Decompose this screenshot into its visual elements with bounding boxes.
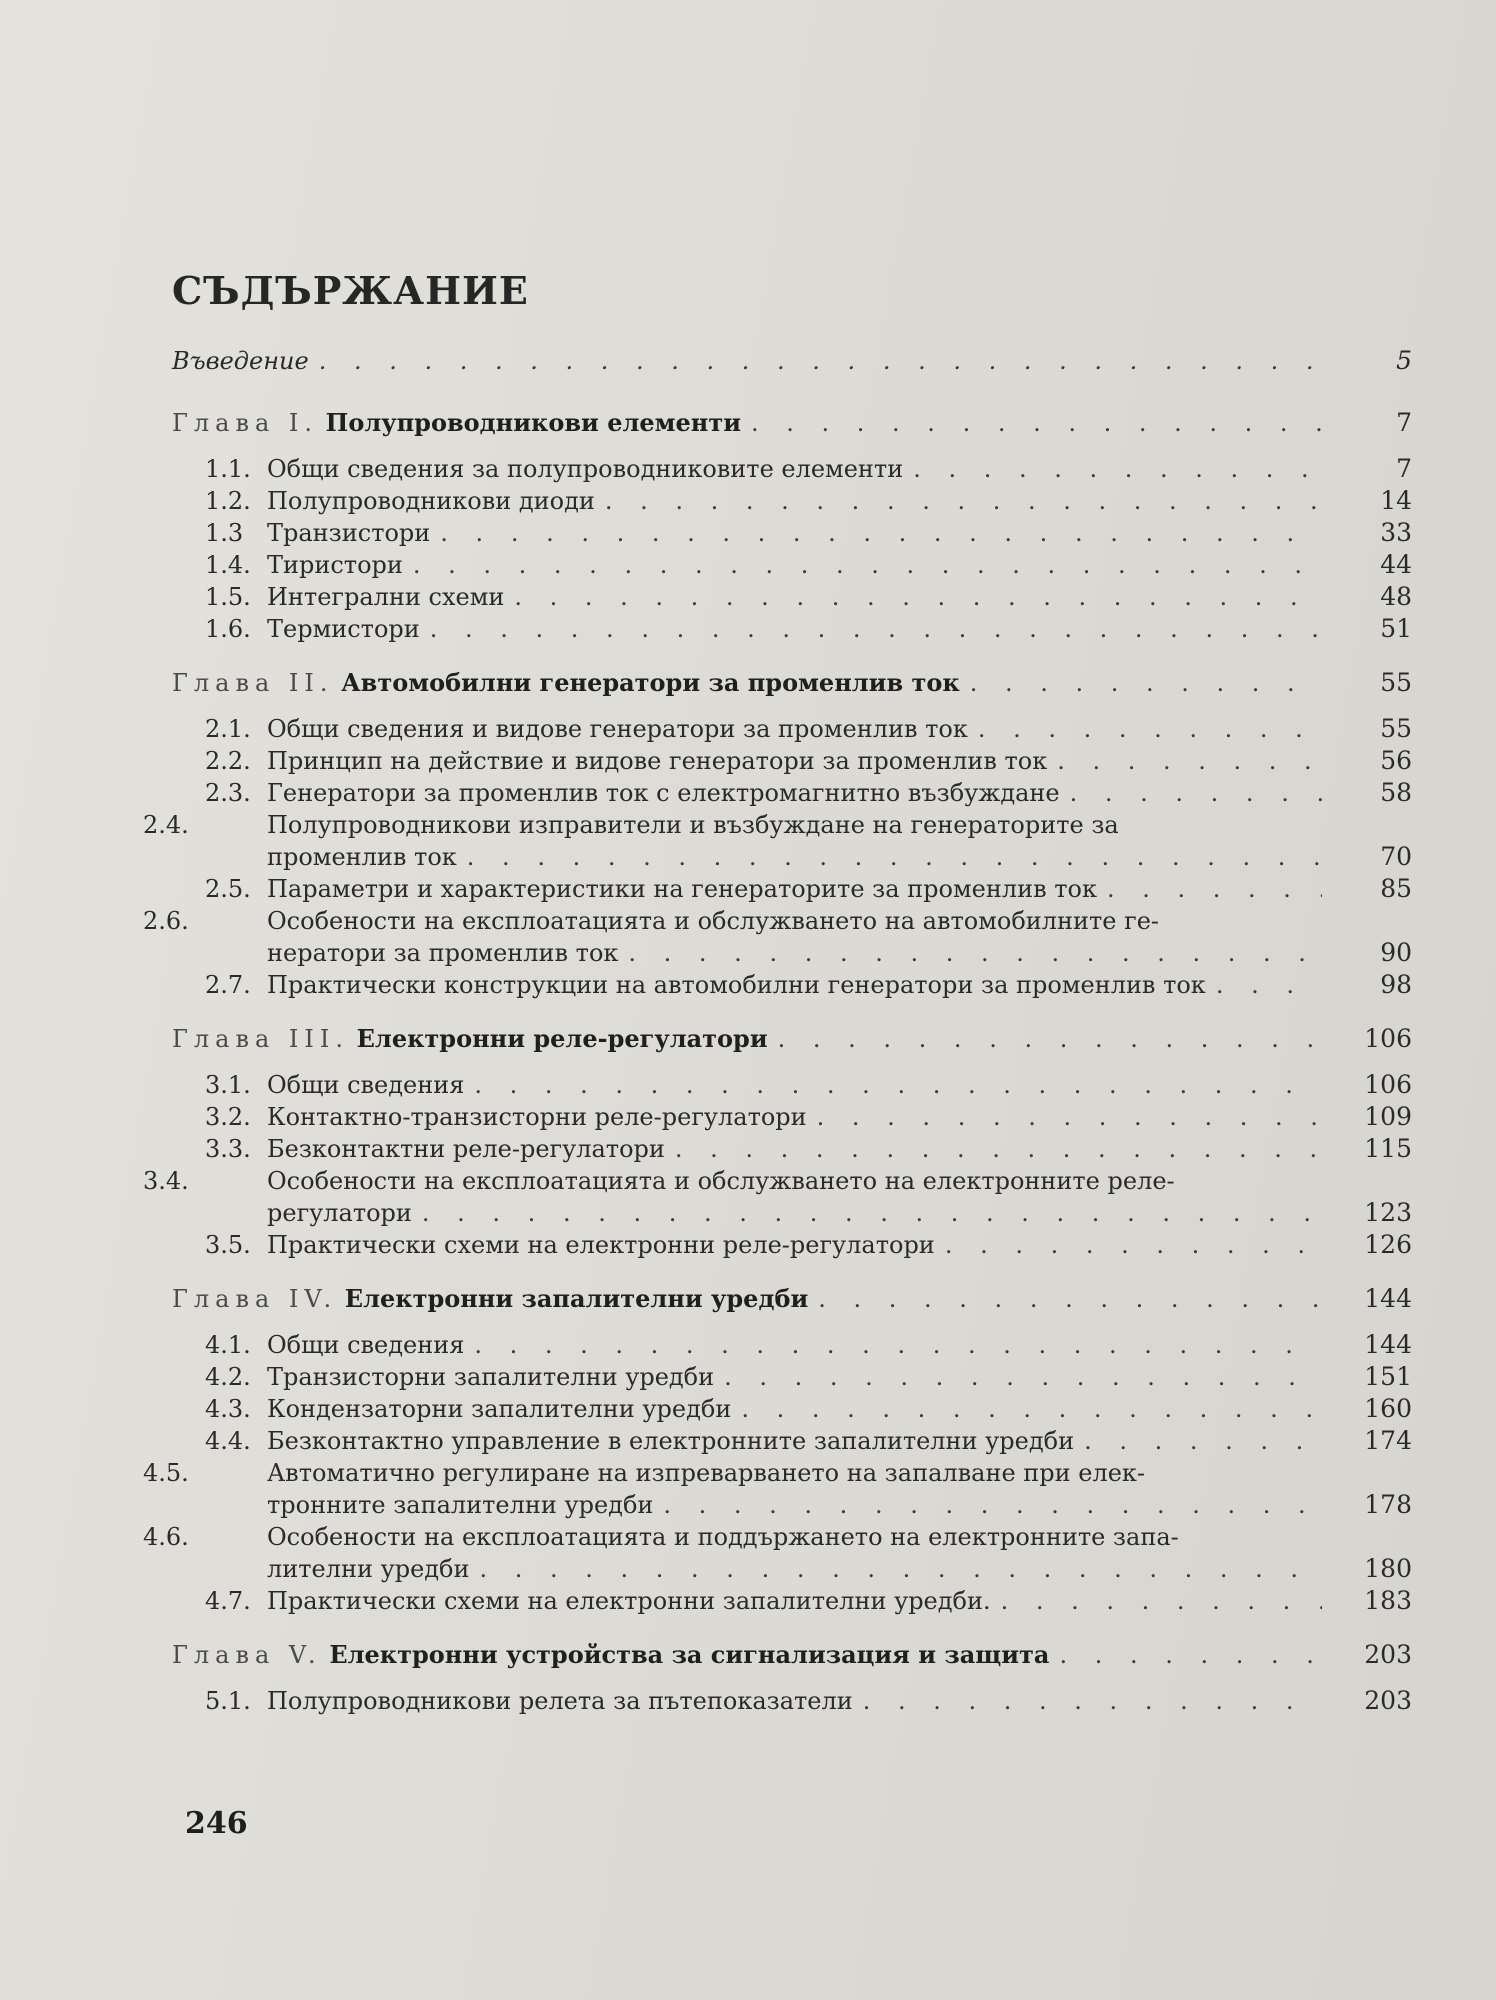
section-label <box>205 517 430 549</box>
dot-leader <box>319 345 1322 377</box>
section-label <box>205 485 595 517</box>
section-continuation-row <box>205 937 1412 969</box>
section-label <box>205 1069 464 1101</box>
section-label <box>205 1101 807 1133</box>
dot-leader <box>1216 969 1322 1001</box>
chapter-title: Електронни устройства за сигнализация и защита <box>329 1640 1050 1669</box>
section-entry <box>172 581 1412 613</box>
chapter-title: Електронни запалителни уредби <box>344 1284 809 1313</box>
section-title-line <box>143 905 1317 937</box>
dot-leader <box>1057 745 1322 777</box>
section-title-line <box>143 1165 1317 1197</box>
section-page: 70 <box>1380 842 1412 871</box>
section-title: Кондензаторни запалителни уредби <box>267 1395 732 1423</box>
section-entry <box>172 1361 1412 1393</box>
section-number: 1.2. <box>205 487 251 515</box>
section-number: 1.6. <box>205 615 251 643</box>
intro-label: Въведение <box>172 347 309 375</box>
section-entry <box>143 1457 1412 1521</box>
section-entry <box>172 1101 1412 1133</box>
section-page: 85 <box>1380 874 1412 903</box>
section-page: 44 <box>1380 550 1412 579</box>
section-number: 4.2. <box>205 1363 251 1391</box>
section-label <box>205 1425 1074 1457</box>
section-page: 126 <box>1364 1230 1412 1259</box>
dot-leader <box>422 1197 1322 1229</box>
section-page: 123 <box>1364 1198 1412 1227</box>
section-title-line <box>143 809 1317 841</box>
section-page: 178 <box>1364 1490 1412 1519</box>
dot-leader <box>480 1553 1323 1585</box>
section-label <box>205 745 1047 777</box>
section-label <box>205 549 403 581</box>
chapter-title: Електронни реле-регулатори <box>356 1024 768 1053</box>
chapter-prefix: Глава II. <box>172 669 334 697</box>
section-entry <box>172 1069 1412 1101</box>
page-title: СЪДЪРЖАНИЕ <box>172 268 529 313</box>
dot-leader <box>751 407 1322 439</box>
section-entry <box>143 1521 1412 1585</box>
section-number: 4.7. <box>205 1587 251 1615</box>
section-title: Полупроводникови изправители и възбуждане на генераторите за <box>267 811 1119 839</box>
section-title: Безконтактно управление в електронните запалителни уредби <box>267 1427 1075 1455</box>
section-continuation-row <box>205 1197 1412 1229</box>
dot-leader <box>413 549 1322 581</box>
section-page: 48 <box>1380 582 1412 611</box>
section-label <box>205 777 1060 809</box>
chapter-title: Полупроводникови елементи <box>325 408 742 437</box>
chapter-row <box>172 1023 1412 1055</box>
chapter-label <box>172 1283 808 1315</box>
chapter-prefix: Глава V. <box>172 1641 322 1669</box>
section-entry <box>143 905 1412 969</box>
section-label <box>205 1133 665 1165</box>
section-number: 3.5. <box>205 1231 251 1259</box>
chapter-label <box>172 1023 768 1055</box>
section-label <box>205 453 903 485</box>
section-number: 4.6. <box>143 1523 189 1551</box>
section-title: Особености на експлоатацията и поддържането на електронните запа- <box>267 1523 1179 1551</box>
section-title: Особености на експлоатацията и обслужването на автомобилните ге- <box>267 907 1160 935</box>
dot-leader <box>741 1393 1322 1425</box>
section-label <box>205 581 504 613</box>
chapter-row <box>172 407 1412 439</box>
chapter-page: 203 <box>1364 1640 1412 1669</box>
section-title: Автоматично регулиране на изпреварването на запалване при елек- <box>267 1459 1146 1487</box>
section-number: 1.4. <box>205 551 251 579</box>
section-page: 203 <box>1364 1686 1412 1715</box>
dot-leader <box>818 1283 1322 1315</box>
section-entry <box>172 969 1412 1001</box>
chapter-title: Автомобилни генератори за променлив ток <box>341 668 960 697</box>
chapter-prefix: Глава I. <box>172 409 319 437</box>
section-number: 1.1. <box>205 455 251 483</box>
section-entry <box>172 1425 1412 1457</box>
section-title: Общи сведения и видове генератори за променлив ток <box>267 715 968 743</box>
section-number: 4.5. <box>143 1459 189 1487</box>
section-title-cont: променлив ток <box>267 843 457 871</box>
section-number: 2.5. <box>205 875 251 903</box>
section-title: Генератори за променлив ток с електромагнитно възбуждане <box>267 779 1060 807</box>
dot-leader <box>474 1329 1322 1361</box>
section-title-line <box>143 1457 1317 1489</box>
section-title: Общи сведения за полупроводниковите елементи <box>267 455 904 483</box>
chapter-row <box>172 1283 1412 1315</box>
intro-page: 5 <box>1396 346 1412 375</box>
section-entry <box>172 745 1412 777</box>
section-number: 3.2. <box>205 1103 251 1131</box>
section-title: Полупроводникови релета за пътепоказатели <box>267 1687 853 1715</box>
section-entry <box>172 1329 1412 1361</box>
section-title: Контактно-транзисторни реле-регулатори <box>267 1103 807 1131</box>
section-number: 4.3. <box>205 1395 251 1423</box>
section-page: 115 <box>1364 1134 1412 1163</box>
dot-leader <box>817 1101 1322 1133</box>
section-label <box>205 1393 731 1425</box>
section-number: 2.1. <box>205 715 251 743</box>
dot-leader <box>778 1023 1322 1055</box>
section-label <box>205 1685 853 1717</box>
section-page: 55 <box>1380 714 1412 743</box>
section-entry <box>172 549 1412 581</box>
section-entry <box>172 613 1412 645</box>
dot-leader <box>440 517 1322 549</box>
section-entry <box>172 713 1412 745</box>
dot-leader <box>945 1229 1322 1261</box>
chapter-page: 7 <box>1396 408 1412 437</box>
dot-leader <box>1059 1639 1322 1671</box>
dot-leader <box>913 453 1322 485</box>
section-title: Практически схеми на електронни запалителни уредби. <box>267 1587 991 1615</box>
section-number: 5.1. <box>205 1687 251 1715</box>
section-entry <box>143 1165 1412 1229</box>
section-continuation-row <box>205 1489 1412 1521</box>
section-entry <box>172 517 1412 549</box>
dot-leader <box>467 841 1322 873</box>
section-number: 2.7. <box>205 971 251 999</box>
section-page: 51 <box>1380 614 1412 643</box>
section-number: 2.3. <box>205 779 251 807</box>
dot-leader <box>1070 777 1322 809</box>
section-page: 183 <box>1364 1586 1412 1615</box>
section-page: 180 <box>1364 1554 1412 1583</box>
section-page: 33 <box>1380 518 1412 547</box>
section-page: 14 <box>1380 486 1412 515</box>
section-entry <box>172 1393 1412 1425</box>
section-title: Практически конструкции на автомобилни генератори за променлив ток <box>267 971 1206 999</box>
section-entry <box>143 809 1412 873</box>
section-entry <box>172 1229 1412 1261</box>
page-number: 246 <box>185 1806 248 1841</box>
section-number: 3.4. <box>143 1167 189 1195</box>
section-title: Транзистори <box>267 519 431 547</box>
chapter-label <box>172 667 960 699</box>
section-title-cont: тронните запалителни уредби <box>267 1491 654 1519</box>
section-label <box>205 713 968 745</box>
dot-leader <box>724 1361 1322 1393</box>
section-entry <box>172 1585 1412 1617</box>
chapter-label <box>172 1639 1049 1671</box>
section-title-cont: регулатори <box>267 1199 412 1227</box>
section-title: Термистори <box>267 615 420 643</box>
section-title: Полупроводникови диоди <box>267 487 595 515</box>
section-number: 3.1. <box>205 1071 251 1099</box>
dot-leader <box>1107 873 1322 905</box>
section-title: Практически схеми на електронни реле-регулатори <box>267 1231 935 1259</box>
dot-leader <box>474 1069 1322 1101</box>
section-number: 1.3 <box>205 519 244 547</box>
section-title-line <box>143 1521 1317 1553</box>
section-number: 4.4. <box>205 1427 251 1455</box>
dot-leader <box>628 937 1322 969</box>
chapter-label <box>172 407 741 439</box>
section-number: 2.2. <box>205 747 251 775</box>
section-label <box>205 873 1097 905</box>
section-page: 90 <box>1380 938 1412 967</box>
section-title: Интегрални схеми <box>267 583 505 611</box>
section-page: 109 <box>1364 1102 1412 1131</box>
section-number: 2.6. <box>143 907 189 935</box>
section-page: 56 <box>1380 746 1412 775</box>
section-label <box>205 1361 714 1393</box>
section-title: Транзисторни запалителни уредби <box>267 1363 715 1391</box>
section-label <box>205 613 420 645</box>
section-label <box>205 969 1206 1001</box>
chapter-prefix: Глава III. <box>172 1025 349 1053</box>
dot-leader <box>978 713 1322 745</box>
toc-intro-row <box>172 345 1412 377</box>
section-title: Общи сведения <box>267 1071 465 1099</box>
section-number: 4.1. <box>205 1331 251 1359</box>
section-entry <box>172 453 1412 485</box>
section-entry <box>172 1685 1412 1717</box>
section-title: Особености на експлоатацията и обслужването на електронните реле- <box>267 1167 1175 1195</box>
section-title: Безконтактни реле-регулатори <box>267 1135 665 1163</box>
dot-leader <box>663 1489 1322 1521</box>
section-number: 1.5. <box>205 583 251 611</box>
section-page: 106 <box>1364 1070 1412 1099</box>
section-page: 174 <box>1364 1426 1412 1455</box>
dot-leader <box>430 613 1322 645</box>
dot-leader <box>605 485 1322 517</box>
section-page: 160 <box>1364 1394 1412 1423</box>
dot-leader <box>863 1685 1322 1717</box>
section-continuation-row <box>205 1553 1412 1585</box>
section-page: 151 <box>1364 1362 1412 1391</box>
section-continuation-row <box>205 841 1412 873</box>
section-page: 58 <box>1380 778 1412 807</box>
section-title: Параметри и характеристики на генераторите за променлив ток <box>267 875 1097 903</box>
chapter-prefix: Глава IV. <box>172 1285 338 1313</box>
chapter-page: 55 <box>1380 668 1412 697</box>
chapter-page: 144 <box>1364 1284 1412 1313</box>
section-page: 7 <box>1396 454 1412 483</box>
section-title-cont: лителни уредби <box>267 1555 470 1583</box>
section-title-cont: нератори за променлив ток <box>267 939 619 967</box>
section-title: Общи сведения <box>267 1331 465 1359</box>
chapter-page: 106 <box>1364 1024 1412 1053</box>
dot-leader <box>675 1133 1322 1165</box>
section-label <box>205 1229 935 1261</box>
chapters-list <box>143 407 1412 1717</box>
table-of-contents <box>143 345 1412 1717</box>
dot-leader <box>1084 1425 1322 1457</box>
dot-leader <box>970 667 1322 699</box>
section-entry <box>172 485 1412 517</box>
section-title: Принцип на действие и видове генератори за променлив ток <box>267 747 1048 775</box>
section-number: 3.3. <box>205 1135 251 1163</box>
section-number: 2.4. <box>143 811 189 839</box>
chapter-row <box>172 1639 1412 1671</box>
dot-leader <box>514 581 1322 613</box>
section-label <box>205 1329 464 1361</box>
section-page: 144 <box>1364 1330 1412 1359</box>
section-title: Тиристори <box>267 551 403 579</box>
section-label <box>205 1585 991 1617</box>
section-entry <box>172 873 1412 905</box>
dot-leader <box>1001 1585 1322 1617</box>
section-entry <box>172 777 1412 809</box>
chapter-row <box>172 667 1412 699</box>
section-entry <box>172 1133 1412 1165</box>
section-page: 98 <box>1380 970 1412 999</box>
